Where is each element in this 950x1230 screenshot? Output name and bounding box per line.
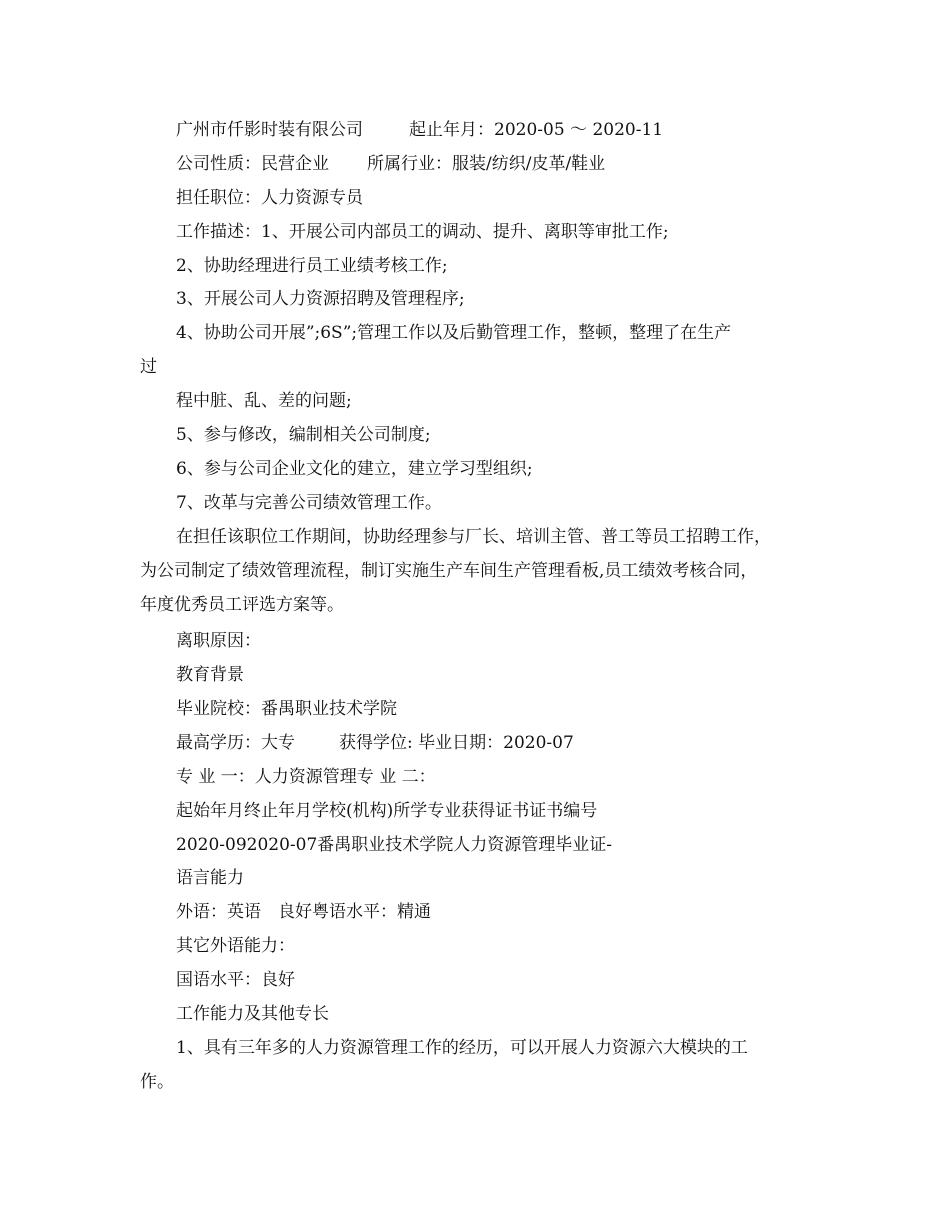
education-major: 专 业 一：人力资源管理专 业 二： xyxy=(176,767,436,787)
job-description-4b: 过 xyxy=(140,357,157,377)
skills-item-1a: 1、具有三年多的人力资源管理工作的经历，可以开展人力资源六大模块的工 xyxy=(176,1038,748,1058)
language-other: 其它外语能力： xyxy=(176,936,295,956)
job-description-2: 2、协助经理进行员工业绩考核工作; xyxy=(176,256,448,276)
education-table-row: 2020-092020-07番禺职业技术学院人力资源管理毕业证- xyxy=(176,835,613,855)
skills-item-1b: 作。 xyxy=(140,1072,174,1092)
job-header-line xyxy=(176,119,663,141)
education-degree-date: 获得学位: 毕业日期：2020-07 xyxy=(339,733,574,753)
company-industry: 所属行业：服装/纺织/皮革/鞋业 xyxy=(367,154,606,174)
company-nature: 公司性质：民营企业 xyxy=(176,154,329,174)
job-description-1: 工作描述：1、开展公司内部员工的调动、提升、离职等审批工作; xyxy=(176,222,669,242)
education-degree-line xyxy=(176,732,574,754)
language-heading: 语言能力 xyxy=(176,868,244,888)
job-position: 担任职位：人力资源专员 xyxy=(176,188,363,208)
job-summary-3: 年度优秀员工评选方案等。 xyxy=(140,595,344,615)
education-heading: 教育背景 xyxy=(176,665,244,685)
job-description-4c: 程中脏、乱、差的问题; xyxy=(176,391,352,411)
job-description-3: 3、开展公司人力资源招聘及管理程序; xyxy=(176,289,465,309)
job-description-4a: 4、协助公司开展”;6S”;管理工作以及后勤管理工作，整顿，整理了在生产 xyxy=(176,323,732,343)
job-period: 起止年月：2020-05 ～ 2020-11 xyxy=(409,120,664,140)
job-summary-1: 在担任该职位工作期间，协助经理参与厂长、培训主管、普工等员工招聘工作， xyxy=(176,527,771,547)
education-degree: 最高学历：大专 xyxy=(176,733,295,753)
job-description-6: 6、参与公司企业文化的建立，建立学习型组织; xyxy=(176,459,533,479)
job-nature-line xyxy=(176,153,605,175)
language-foreign: 外语：英语 良好粤语水平：精通 xyxy=(176,902,431,922)
job-summary-2: 为公司制定了绩效管理流程，制订实施生产车间生产管理看板,员工绩效考核合同， xyxy=(140,561,758,581)
leave-reason: 离职原因： xyxy=(176,631,261,651)
education-table-header: 起始年月终止年月学校(机构)所学专业获得证书证书编号 xyxy=(176,801,598,821)
job-description-5: 5、参与修改，编制相关公司制度; xyxy=(176,425,431,445)
company-name: 广州市仟影时装有限公司 xyxy=(176,120,363,140)
job-description-7: 7、改革与完善公司绩效管理工作。 xyxy=(176,493,442,513)
language-mandarin: 国语水平：良好 xyxy=(176,970,295,990)
education-school: 毕业院校：番禺职业技术学院 xyxy=(176,699,397,719)
skills-heading: 工作能力及其他专长 xyxy=(176,1004,329,1024)
